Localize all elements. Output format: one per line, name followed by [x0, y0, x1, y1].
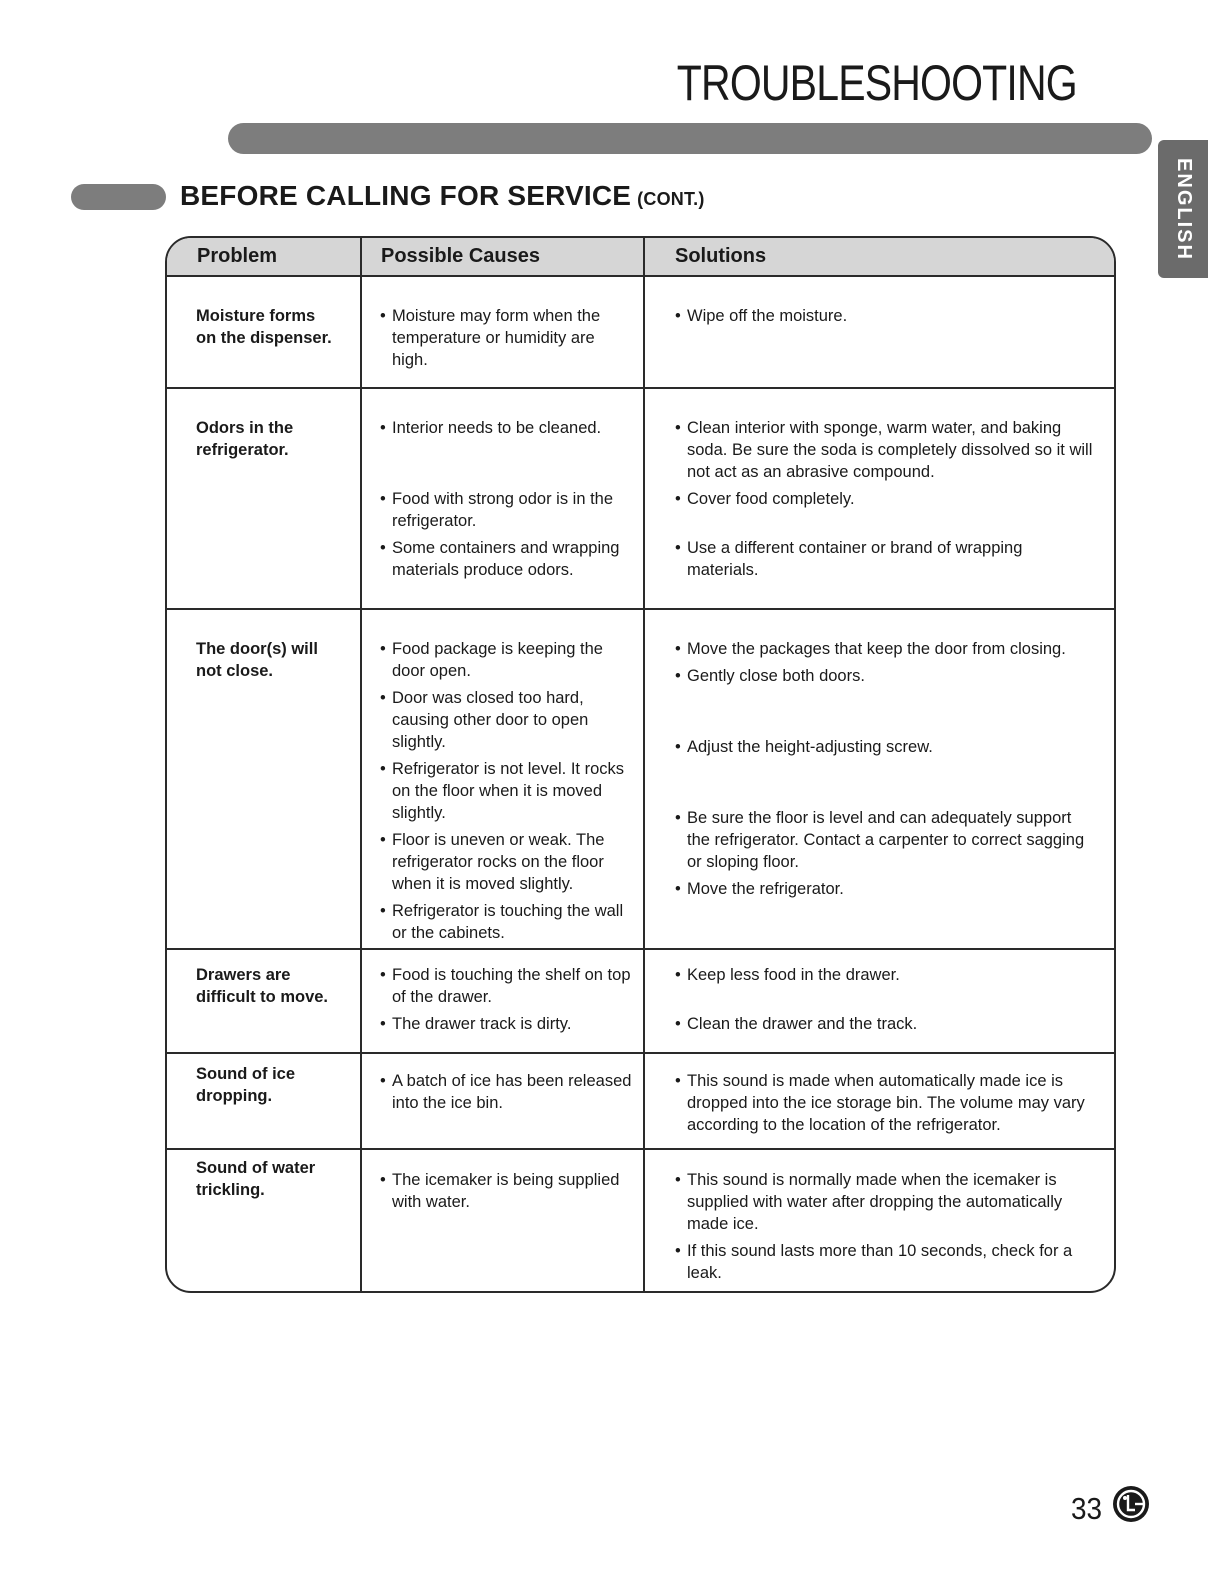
solution-item: • Be sure the floor is level and can adequately support the refrigerator. Contact a carpenter to correct sagging or sloping floor. [675, 807, 1098, 873]
cause-item: • The drawer track is dirty. [380, 1013, 633, 1035]
solutions-cell [645, 610, 1114, 948]
solution-item: • This sound is made when automatically made ice is dropped into the ice storage bin. The volume may vary according to the location of the refrigerator. [675, 1070, 1098, 1136]
column-header-causes: Possible Causes [362, 238, 645, 275]
cause-item: • Door was closed too hard, causing other door to open slightly. [380, 687, 633, 753]
table-header [167, 238, 1114, 277]
language-tab-label: ENGLISH [1172, 157, 1195, 261]
problem-line: dropping. [196, 1087, 273, 1105]
page-number: 33 [1071, 1491, 1103, 1526]
table-row [167, 950, 1114, 1054]
column-header-problem: Problem [167, 238, 362, 275]
problem-line: difficult to move. [196, 988, 328, 1006]
table-row [167, 610, 1114, 950]
table-row [167, 1054, 1114, 1150]
problem-line: Moisture forms [196, 307, 316, 325]
problem-cell [167, 1054, 362, 1148]
column-header-solutions: Solutions [675, 245, 767, 267]
solution-item: • Clean the drawer and the track. [675, 1013, 1098, 1035]
cause-item: • A batch of ice has been released into the ice bin. [380, 1070, 633, 1114]
cause-item: • The icemaker is being supplied with water. [380, 1169, 633, 1213]
solution-item: • Wipe off the moisture. [675, 305, 1098, 327]
solution-item: • Clean interior with sponge, warm water, and baking soda. Be sure the soda is completely dissolved so it will not act as an abrasive compound. [675, 417, 1098, 483]
problem-line: Odors in the [196, 419, 294, 437]
solution-item: • Cover food completely. [675, 488, 1098, 510]
solutions-cell [645, 1150, 1114, 1291]
section-marker [71, 184, 166, 210]
solution-item: • Move the packages that keep the door from closing. [675, 638, 1098, 660]
solution-item: • If this sound lasts more than 10 seconds, check for a leak. [675, 1240, 1098, 1284]
causes-cell [362, 950, 645, 1052]
problem-cell [167, 950, 362, 1052]
cause-item: • Refrigerator is not level. It rocks on the floor when it is moved slightly. [380, 758, 633, 824]
cause-item: • Floor is uneven or weak. The refrigerator rocks on the floor when it is moved slightly. [380, 829, 633, 895]
lg-logo-icon [1111, 1484, 1151, 1524]
causes-cell [362, 277, 645, 387]
problem-line: on the dispenser. [196, 329, 332, 347]
cause-item: • Food package is keeping the door open. [380, 638, 633, 682]
problem-cell [167, 277, 362, 387]
solutions-cell [645, 1054, 1114, 1148]
table-row [167, 1150, 1114, 1291]
section-title-suffix: (CONT.) [637, 189, 705, 209]
solution-item: • Use a different container or brand of wrapping materials. [675, 537, 1098, 581]
solutions-cell [645, 389, 1114, 608]
table-row [167, 389, 1114, 610]
solution-item: • Keep less food in the drawer. [675, 964, 1098, 986]
problem-line: trickling. [196, 1181, 265, 1199]
solution-item: • Gently close both doors. [675, 665, 1098, 687]
cause-item: • Food with strong odor is in the refrigerator. [380, 488, 633, 532]
solutions-cell [645, 950, 1114, 1052]
problem-line: The door(s) will [196, 640, 318, 658]
cause-item: • Some containers and wrapping materials produce odors. [380, 537, 633, 581]
problem-cell [167, 1150, 362, 1291]
problem-line: refrigerator. [196, 441, 289, 459]
section-title [180, 180, 705, 212]
cause-item: • Food is touching the shelf on top of the drawer. [380, 964, 633, 1008]
problem-line: Drawers are [196, 966, 291, 984]
cause-item: • Refrigerator is touching the wall or the cabinets. [380, 900, 633, 944]
problem-line: Sound of ice [196, 1065, 295, 1083]
page-title: TROUBLESHOOTING [676, 55, 1077, 111]
solutions-cell [645, 277, 1114, 387]
troubleshooting-table [165, 236, 1116, 1293]
table-row [167, 277, 1114, 389]
problem-cell [167, 610, 362, 948]
title-divider-bar [228, 123, 1152, 154]
problem-cell [167, 389, 362, 608]
causes-cell [362, 1150, 645, 1291]
solution-item: • Adjust the height-adjusting screw. [675, 736, 1098, 758]
solution-item: • This sound is normally made when the icemaker is supplied with water after dropping the automatically made ice. [675, 1169, 1098, 1235]
cause-item: • Moisture may form when the temperature or humidity are high. [380, 305, 633, 371]
causes-cell [362, 610, 645, 948]
language-tab [1158, 140, 1208, 278]
cause-item: • Interior needs to be cleaned. [380, 417, 633, 439]
problem-line: Sound of water [196, 1159, 316, 1177]
solution-item: • Move the refrigerator. [675, 878, 1098, 900]
problem-line: not close. [196, 662, 274, 680]
causes-cell [362, 389, 645, 608]
section-title-text: BEFORE CALLING FOR SERVICE [180, 180, 632, 211]
causes-cell [362, 1054, 645, 1148]
